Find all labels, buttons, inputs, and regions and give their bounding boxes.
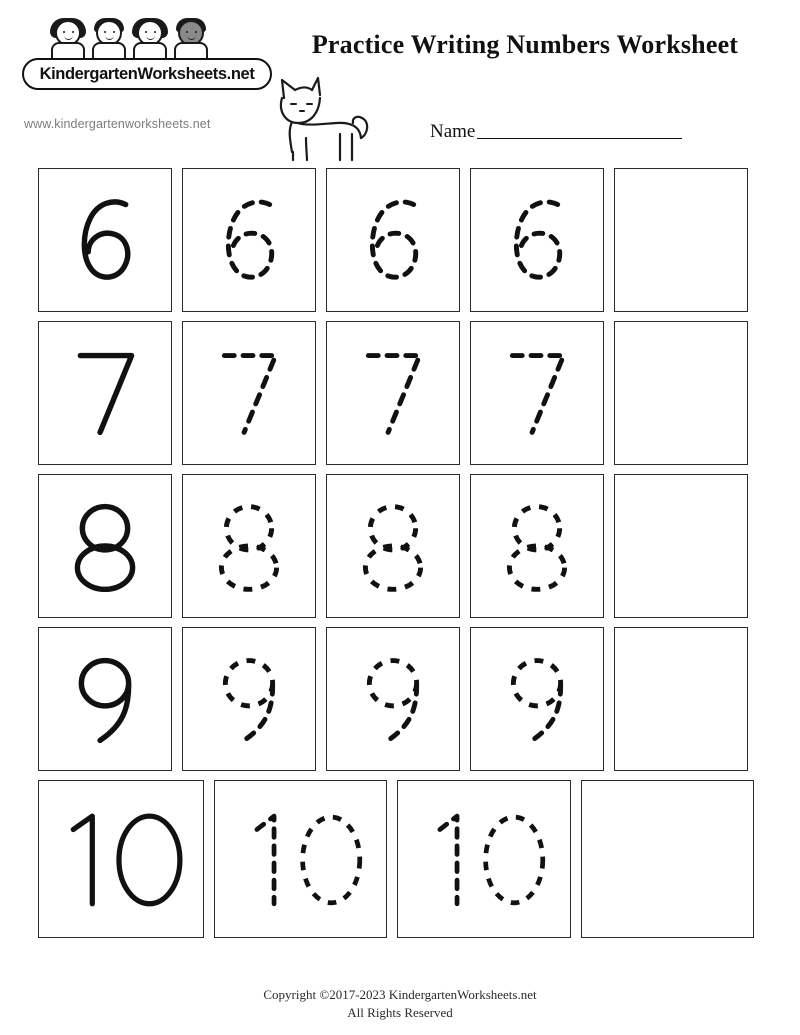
kids-illustration <box>48 18 211 62</box>
site-url: www.kindergartenworksheets.net <box>24 117 211 131</box>
model-cell-10 <box>38 780 204 938</box>
page-header <box>0 0 800 160</box>
trace-cell-9-3[interactable] <box>470 627 604 771</box>
trace-cell-6-2[interactable] <box>326 168 460 312</box>
model-cell-7 <box>38 321 172 465</box>
blank-cell-6[interactable] <box>614 168 748 312</box>
practice-row-7 <box>38 321 764 465</box>
practice-row-9 <box>38 627 764 771</box>
name-blank-line[interactable] <box>477 122 682 139</box>
copyright-text: Copyright ©2017-2023 KindergartenWorksheets.net <box>263 987 537 1002</box>
practice-row-8 <box>38 474 764 618</box>
kid-icon-1 <box>48 18 88 62</box>
practice-grid <box>38 168 764 947</box>
model-cell-8 <box>38 474 172 618</box>
name-field-label <box>430 121 682 143</box>
logo-text: KindergartenWorksheets.net <box>39 64 255 83</box>
trace-cell-8-3[interactable] <box>470 474 604 618</box>
trace-cell-7-1[interactable] <box>182 321 316 465</box>
trace-cell-6-1[interactable] <box>182 168 316 312</box>
kid-icon-2 <box>89 18 129 62</box>
name-label: Name <box>430 121 476 142</box>
blank-cell-10[interactable] <box>581 780 754 938</box>
trace-cell-7-3[interactable] <box>470 321 604 465</box>
trace-cell-9-2[interactable] <box>326 627 460 771</box>
blank-cell-9[interactable] <box>614 627 748 771</box>
kid-icon-3 <box>130 18 170 62</box>
trace-cell-7-2[interactable] <box>326 321 460 465</box>
trace-cell-8-1[interactable] <box>182 474 316 618</box>
cat-icon <box>262 68 374 163</box>
blank-cell-7[interactable] <box>614 321 748 465</box>
rights-text: All Rights Reserved <box>347 1004 453 1020</box>
blank-cell-8[interactable] <box>614 474 748 618</box>
trace-cell-10-2[interactable] <box>397 780 570 938</box>
practice-row-10 <box>38 780 764 938</box>
model-cell-6 <box>38 168 172 312</box>
trace-cell-8-2[interactable] <box>326 474 460 618</box>
logo-pill <box>22 58 272 90</box>
model-cell-9 <box>38 627 172 771</box>
practice-row-6 <box>38 168 764 312</box>
page-footer <box>0 986 800 1021</box>
kid-icon-4 <box>171 18 211 62</box>
trace-cell-9-1[interactable] <box>182 627 316 771</box>
page-title: Practice Writing Numbers Worksheet <box>311 30 739 59</box>
trace-cell-6-3[interactable] <box>470 168 604 312</box>
trace-cell-10-1[interactable] <box>214 780 387 938</box>
